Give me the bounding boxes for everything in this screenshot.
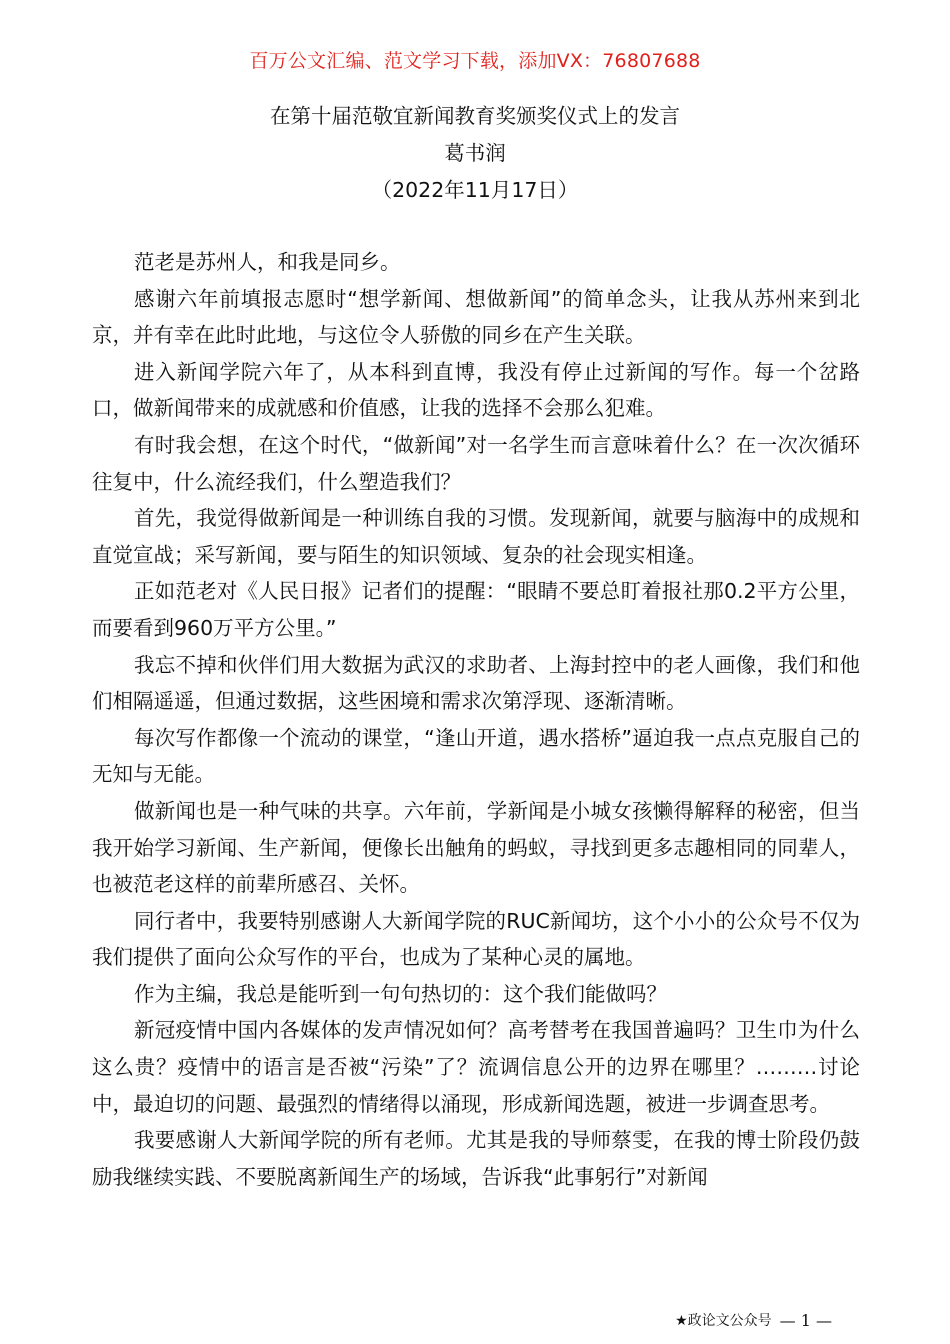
paragraph: 进入新闻学院六年了，从本科到直博，我没有停止过新闻的写作。每一个岔路口，做新闻带来的成就感和价值感，让我的选择不会那么犯难。 xyxy=(92,359,860,421)
paragraph: 范老是苏州人，和我是同乡。 xyxy=(134,250,401,274)
paragraph: 我要感谢人大新闻学院的所有老师。尤其是我的导师蔡雯，在我的博士阶段仍鼓励我继续实践、不要脱离新闻生产的场域，告诉我“此事躬行”对新闻 xyxy=(92,1128,860,1189)
document-body xyxy=(92,244,860,1195)
document-header xyxy=(0,98,950,209)
page-footer xyxy=(675,1310,832,1330)
document-date: （2022年11月17日） xyxy=(371,178,579,202)
paragraph: 做新闻也是一种气味的共享。六年前，学新闻是小城女孩懒得解释的秘密，但当我开始学习新闻、生产新闻，便像长出触角的蚂蚁，寻找到更多志趣相同的同辈人，也被范老这样的前辈所感召、关怀。 xyxy=(92,798,860,897)
paragraph: 首先，我觉得做新闻是一种训练自我的习惯。发现新闻，就要与脑海中的成规和直觉宣战；采写新闻，要与陌生的知识领域、复杂的社会现实相逢。 xyxy=(92,506,860,567)
paragraph: 感谢六年前填报志愿时“想学新闻、想做新闻”的简单念头，让我从苏州来到北京，并有幸在此时此地，与这位令人骄傲的同乡在产生关联。 xyxy=(92,286,860,348)
promo-banner: 百万公文汇编、范文学习下载，添加VX：76807688 xyxy=(249,50,701,72)
paragraph: 我忘不掉和伙伴们用大数据为武汉的求助者、上海封控中的老人画像，我们和他们相隔遥遥，但通过数据，这些困境和需求次第浮现、逐渐清晰。 xyxy=(92,652,860,714)
paragraph: 新冠疫情中国内各媒体的发声情况如何？高考替考在我国普遍吗？卫生巾为什么这么贵？疫情中的语言是否被“污染”了？流调信息公开的边界在哪里？………讨论中，最迫切的问题、最强烈的情绪得以涌现，形成新闻选题，被进一步调查思考。 xyxy=(92,1018,860,1116)
paragraph: 每次写作都像一个流动的课堂，“逢山开道，遇水搭桥”逼迫我一点点克服自己的无知与无能。 xyxy=(92,725,860,787)
document-author: 葛书润 xyxy=(444,141,506,165)
paragraph: 正如范老对《人民日报》记者们的提醒：“眼睛不要总盯着报社那0.2平方公里，而要看到960万平方公里。” xyxy=(92,579,860,640)
paragraph: 同行者中，我要特别感谢人大新闻学院的RUC新闻坊，这个小小的公众号不仅为我们提供了面向公众写作的平台，也成为了某种心灵的属地。 xyxy=(92,908,860,970)
footer-source: ★政论文公众号 xyxy=(675,1313,772,1329)
document-title: 在第十届范敬宜新闻教育奖颁奖仪式上的发言 xyxy=(270,104,680,128)
paragraph: 作为主编，我总是能听到一句句热切的：这个我们能做吗？ xyxy=(134,981,667,1006)
page-number: — 1 — xyxy=(779,1310,832,1330)
paragraph: 有时我会想，在这个时代，“做新闻”对一名学生而言意味着什么？在一次次循环往复中，什么流经我们，什么塑造我们？ xyxy=(92,432,860,494)
